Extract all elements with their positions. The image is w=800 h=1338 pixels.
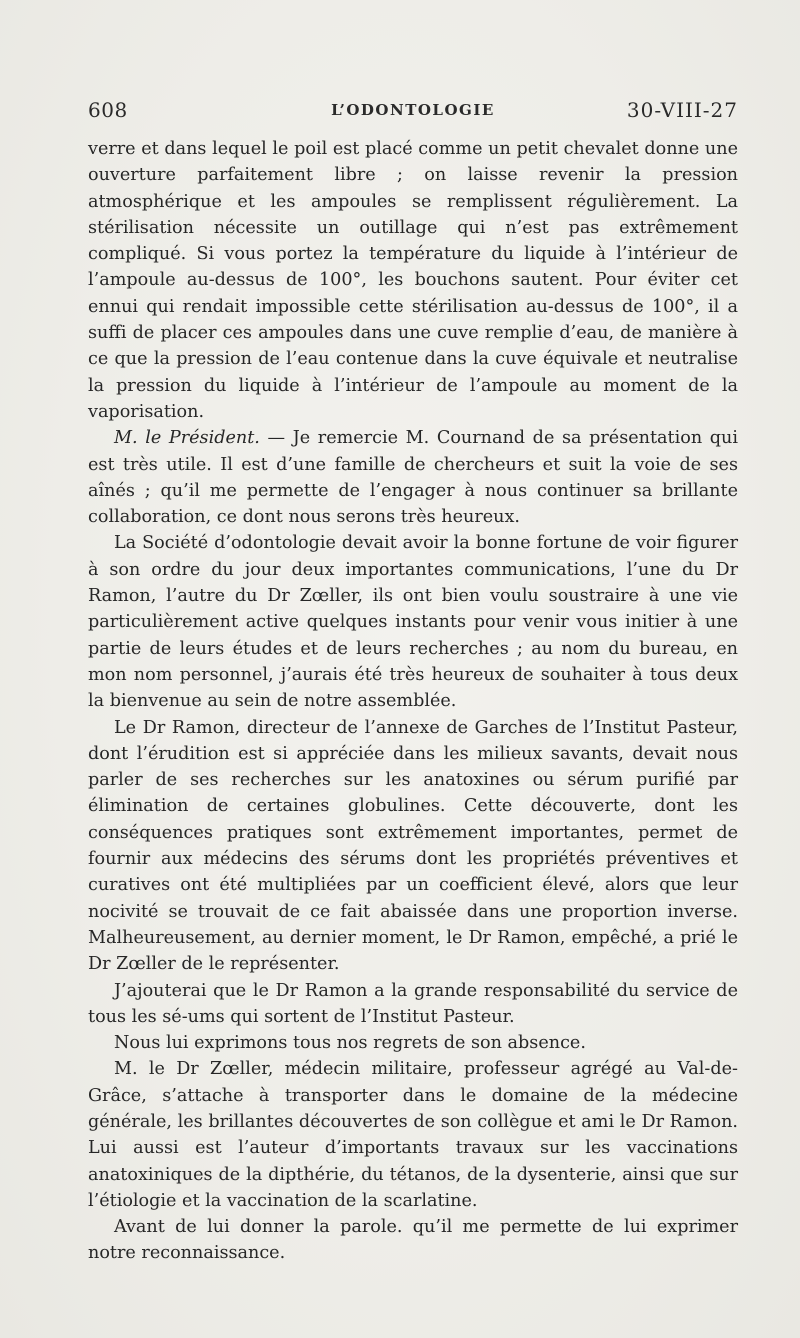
- body-text: [88, 136, 738, 1267]
- paragraph-continued: verre et dans lequel le poil est placé comme un petit chevalet donne une ouverture parfaitement libre ; on laisse revenir la pression atmosphérique et les ampoules se remplissent régulièrement. La stérilisation nécessite un outillage qui n’est pas extrêmement compliqué. Si vous portez la température du liquide à l’intérieur de l’ampoule au-dessus de 100°, les bouchons sautent. Pour éviter cet ennui qui rendait impossible cette stérilisation au-dessus de 100°, il a suffi de placer ces ampoules dans une cuve remplie d’eau, de manière à ce que la pression de l’eau contenue dans la cuve équivale et neutralise la pression du liquide à l’intérieur de l’ampoule au moment de la vaporisation.: [88, 139, 738, 422]
- paragraph: Nous lui exprimons tous nos regrets de son absence.: [114, 1033, 586, 1054]
- page-header: [88, 98, 738, 128]
- speaker-remarks: — Je remercie M. Cournand de sa présentation qui est très utile. Il est d’une famille de chercheurs et suit la voie de ses aînés ; qu’il me permette de l’engager à nous continuer sa brillante collaboration, ce dont nous serons très heureux.: [88, 428, 738, 528]
- speaker-name: M. le Président.: [114, 428, 260, 449]
- running-title: L’ODONTOLOGIE: [331, 101, 495, 119]
- paragraph: J’ajouterai que le Dr Ramon a la grande responsabilité du service de tous les sé-ums qui sortent de l’Institut Pasteur.: [88, 980, 738, 1027]
- paragraph: Avant de lui donner la parole. qu’il me permette de lui exprimer notre reconnaissance.: [88, 1217, 738, 1264]
- issue-date: 30-VIII-27: [626, 98, 738, 122]
- paragraph-president: [88, 425, 738, 530]
- page-number: 608: [88, 98, 128, 122]
- paragraph: M. le Dr Zœller, médecin militaire, professeur agrégé au Val-de-Grâce, s’attache à transporter dans le domaine de la médecine générale, les brillantes découvertes de son collègue et ami le Dr Ramon. Lui aussi est l’auteur d’importants travaux sur les vaccinations anatoxiniques de la dipthérie, du tétanos, de la dysenterie, ainsi que sur l’étiologie et la vaccination de la scarlatine.: [88, 1059, 738, 1211]
- paragraph: Le Dr Ramon, directeur de l’annexe de Garches de l’Institut Pasteur, dont l’érudition est si appréciée dans les milieux savants, devait nous parler de ses recherches sur les anatoxines ou sérum purifié par élimination de certaines globulines. Cette découverte, dont les conséquences pratiques sont extrêmement importantes, permet de fournir aux médecins des sérums dont les propriétés préventives et curatives ont été multipliées par un coefficient élevé, alors que leur nocivité se trouvait de ce fait abaissée dans une proportion inverse. Malheureusement, au dernier moment, le Dr Ramon, empêché, a prié le Dr Zœller de le représenter.: [88, 717, 738, 975]
- paragraph: La Société d’odontologie devait avoir la bonne fortune de voir figurer à son ordre du jour deux importantes communications, l’une du Dr Ramon, l’autre du Dr Zœller, ils ont bien voulu soustraire à une vie particulièrement active quelques instants pour venir vous initier à une partie de leurs études et de leurs recherches ; au nom du bureau, en mon nom personnel, j’aurais été très heureux de souhaiter à tous deux la bienvenue au sein de notre assemblée.: [88, 533, 738, 712]
